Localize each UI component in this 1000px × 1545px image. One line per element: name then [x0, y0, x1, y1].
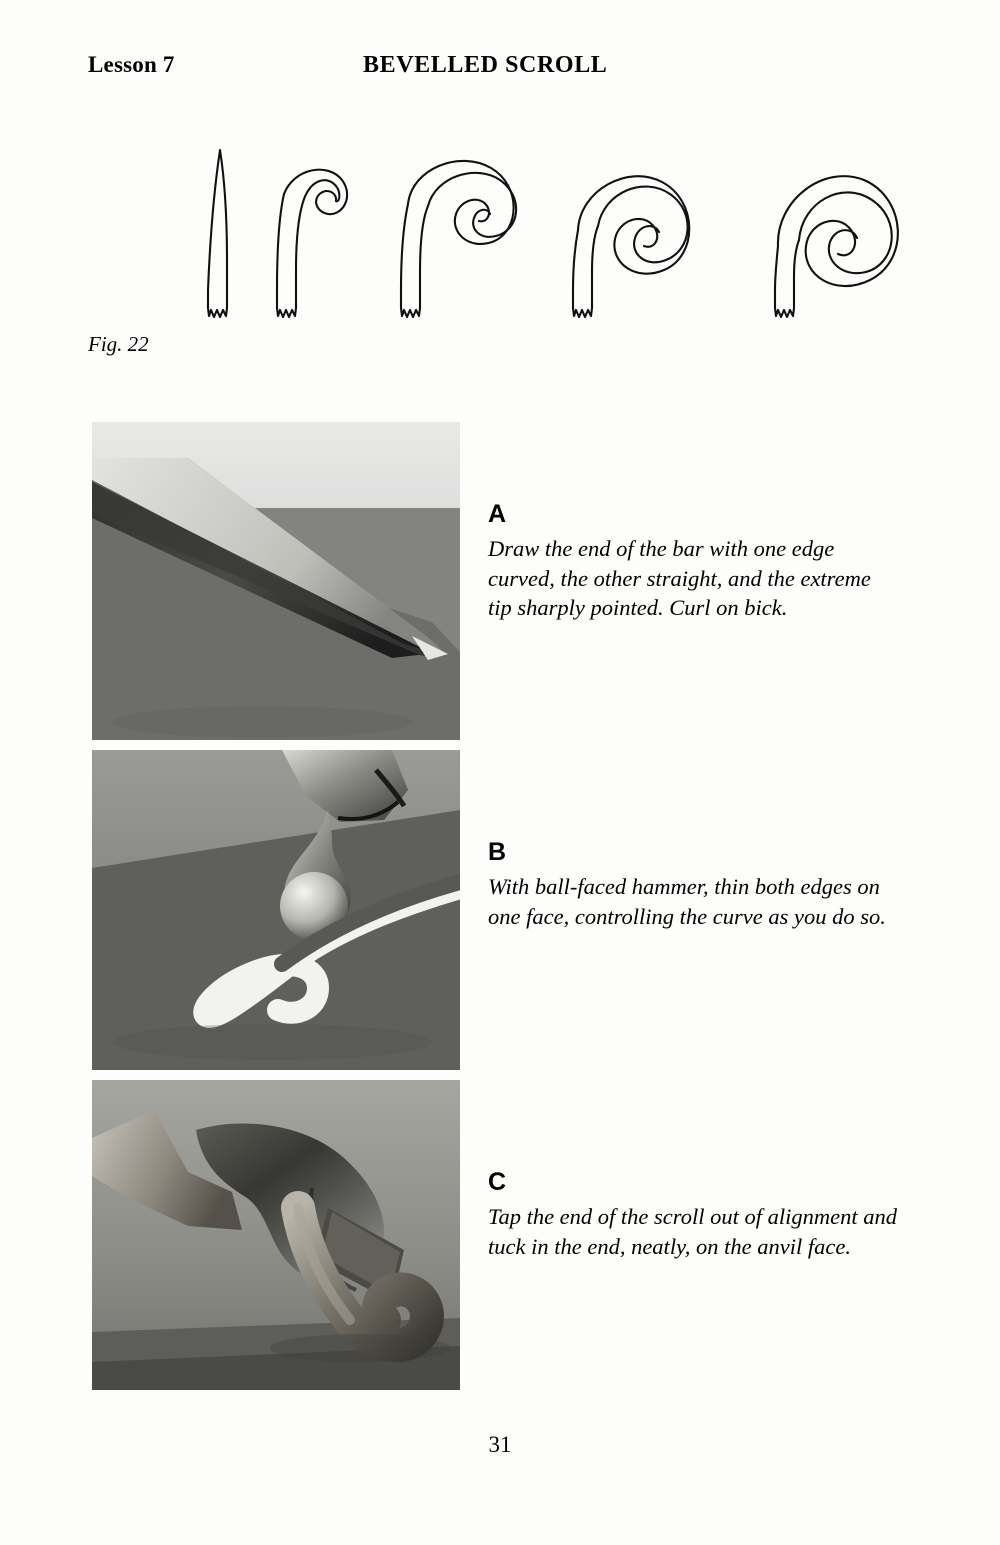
caption-column-b: [488, 750, 912, 1070]
step-text-b: With ball-faced hammer, thin both edges on one face, controlling the curve as you do so.: [488, 874, 886, 929]
page-title: BEVELLED SCROLL: [363, 52, 608, 78]
scroll-stage-4: [573, 176, 689, 317]
photo-step-c: [92, 1080, 460, 1390]
step-text-a: Draw the end of the bar with one edge curved, the other straight, and the extreme tip sharply pointed. Curl on bick.: [488, 536, 871, 621]
step-block-c: [92, 1080, 912, 1390]
caption-column-a: [488, 422, 912, 740]
step-letter-c: C: [488, 1168, 507, 1196]
step-letter-b: B: [488, 838, 507, 866]
photo-step-b: [92, 750, 460, 1070]
figure-22-drawings: [88, 120, 912, 335]
step-text-c: Tap the end of the scroll out of alignment and tuck in the end, neatly, on the anvil face.: [488, 1204, 897, 1259]
figure-caption: Fig. 22: [88, 332, 149, 356]
scroll-stage-1: [208, 150, 227, 317]
step-letter-a: A: [488, 500, 507, 528]
lesson-label: Lesson 7: [88, 52, 175, 77]
step-block-b: [92, 750, 912, 1070]
page-header: [88, 52, 912, 88]
page-number: 31: [488, 1432, 512, 1457]
scroll-stage-2: [277, 170, 347, 317]
scroll-stage-5: [775, 176, 898, 317]
caption-column-c: [488, 1080, 912, 1390]
photo-step-a: [92, 422, 460, 740]
step-block-a: [92, 422, 912, 740]
scroll-stage-3: [401, 161, 516, 317]
